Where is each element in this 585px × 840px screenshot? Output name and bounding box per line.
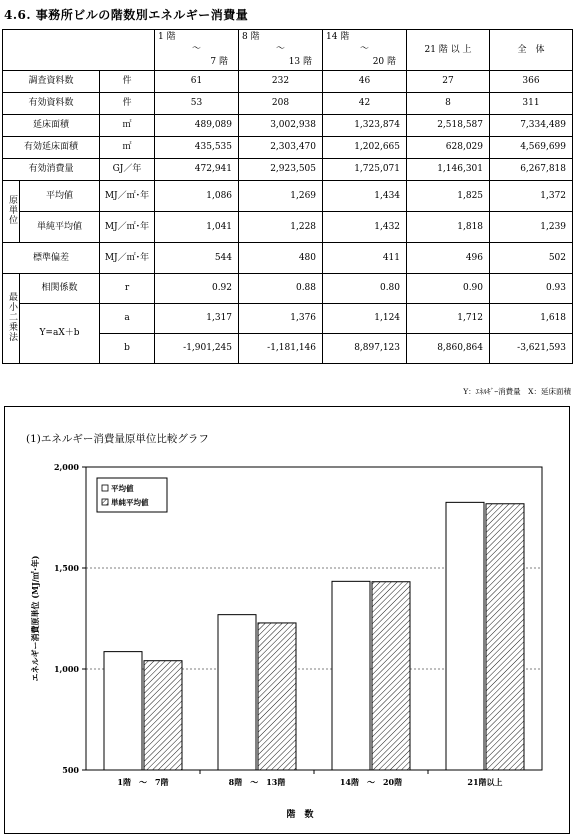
cell-value: 480 [239, 243, 323, 274]
cell-value: 8,860,864 [407, 334, 490, 364]
bar-simple-average [258, 623, 296, 770]
row-unit: GJ／年 [100, 159, 155, 181]
row-unit: ㎡ [100, 137, 155, 159]
legend-swatch [102, 485, 108, 491]
cell-value: 1,434 [323, 181, 407, 212]
x-tick-label: 8階 ～ 13階 [228, 777, 286, 787]
y-tick-label: 1,000 [53, 664, 79, 674]
cell-value: 46 [323, 71, 407, 93]
cell-value: 1,317 [155, 304, 239, 334]
column-header: 14 階 ～ 20 階 [323, 30, 407, 71]
cell-value: 2,303,470 [239, 137, 323, 159]
side-label: 原単位 [3, 181, 20, 243]
cell-value: 1,041 [155, 212, 239, 243]
chart-title: (1)エネルギー消費量原単位比較グラフ [26, 433, 209, 445]
cell-value: 311 [490, 93, 573, 115]
x-tick-label: 1階 ～ 7階 [117, 777, 169, 787]
row-unit: 件 [100, 71, 155, 93]
cell-value: 1,146,301 [407, 159, 490, 181]
row-unit: MJ／㎡･年 [100, 243, 155, 274]
cell-value: 53 [155, 93, 239, 115]
x-tick-label: 21階以上 [467, 777, 503, 787]
row-label: 有効消費量 [3, 159, 100, 181]
row-label: 延床面積 [3, 115, 100, 137]
row-label: 平均値 [20, 181, 100, 212]
cell-value: 0.88 [239, 274, 323, 304]
bar-average [332, 581, 370, 770]
row-label: Y=aX＋b [20, 304, 100, 364]
cell-value: 6,267,818 [490, 159, 573, 181]
x-tick-label: 14階 ～ 20階 [339, 777, 403, 787]
cell-value: 1,618 [490, 304, 573, 334]
cell-value: 0.80 [323, 274, 407, 304]
cell-value: 0.92 [155, 274, 239, 304]
cell-value: 2,923,505 [239, 159, 323, 181]
cell-value: -1,181,146 [239, 334, 323, 364]
cell-value: 8,897,123 [323, 334, 407, 364]
cell-value: 1,725,071 [323, 159, 407, 181]
cell-value: 1,712 [407, 304, 490, 334]
cell-value: 496 [407, 243, 490, 274]
column-header: 8 階 ～ 13 階 [239, 30, 323, 71]
cell-value: 1,432 [323, 212, 407, 243]
cell-value: 1,202,665 [323, 137, 407, 159]
cell-value: 1,372 [490, 181, 573, 212]
legend-label: 単純平均値 [111, 498, 149, 507]
cell-value: 8 [407, 93, 490, 115]
cell-value: 472,941 [155, 159, 239, 181]
cell-value: 489,089 [155, 115, 239, 137]
legend-swatch [102, 499, 108, 505]
y-tick-label: 1,500 [53, 563, 79, 573]
column-header: 全 体 [490, 30, 573, 71]
row-unit: ㎡ [100, 115, 155, 137]
row-unit: MJ／㎡･年 [100, 212, 155, 243]
cell-value: 1,818 [407, 212, 490, 243]
page-title: 4.6. 事務所ビルの階数別エネルギー消費量 [4, 8, 249, 22]
bar-average [104, 652, 142, 770]
cell-value: -1,901,245 [155, 334, 239, 364]
column-header: 21 階 以 上 [407, 30, 490, 71]
row-unit: MJ／㎡･年 [100, 181, 155, 212]
bar-simple-average [144, 661, 182, 770]
cell-value: 435,535 [155, 137, 239, 159]
row-label: 調査資料数 [3, 71, 100, 93]
bar-average [218, 615, 256, 770]
cell-value: -3,621,593 [490, 334, 573, 364]
bar-simple-average [486, 504, 524, 770]
column-header: 1 階 ～ 7 階 [155, 30, 239, 71]
cell-value: 0.93 [490, 274, 573, 304]
row-label: 単純平均値 [20, 212, 100, 243]
cell-value: 42 [323, 93, 407, 115]
cell-value: 366 [490, 71, 573, 93]
y-axis-label: エネルギー消費原単位 (MJ/㎡･年) [30, 555, 40, 682]
cell-value: 208 [239, 93, 323, 115]
cell-value: 4,569,699 [490, 137, 573, 159]
table-note: Y：ｴﾈﾙｷﾞｰ消費量 X：延床面積 [463, 387, 571, 396]
row-unit: 件 [100, 93, 155, 115]
cell-value: 0.90 [407, 274, 490, 304]
bar-simple-average [372, 582, 410, 770]
cell-value: 502 [490, 243, 573, 274]
cell-value: 27 [407, 71, 490, 93]
cell-value: 3,002,938 [239, 115, 323, 137]
bar-average [446, 502, 484, 770]
cell-value: 1,086 [155, 181, 239, 212]
row-unit: a [100, 304, 155, 334]
row-label: 相関係数 [20, 274, 100, 304]
row-label: 標準偏差 [3, 243, 100, 274]
cell-value: 1,239 [490, 212, 573, 243]
cell-value: 628,029 [407, 137, 490, 159]
cell-value: 544 [155, 243, 239, 274]
cell-value: 1,323,874 [323, 115, 407, 137]
y-tick-label: 2,000 [53, 462, 79, 472]
cell-value: 1,228 [239, 212, 323, 243]
cell-value: 7,334,489 [490, 115, 573, 137]
cell-value: 232 [239, 71, 323, 93]
cell-value: 2,518,587 [407, 115, 490, 137]
cell-value: 61 [155, 71, 239, 93]
legend-label: 平均値 [111, 484, 134, 493]
cell-value: 1,124 [323, 304, 407, 334]
cell-value: 1,269 [239, 181, 323, 212]
row-unit: r [100, 274, 155, 304]
cell-value: 1,376 [239, 304, 323, 334]
row-label: 有効延床面積 [3, 137, 100, 159]
side-label: 最小二乗法 [3, 274, 20, 364]
cell-value: 1,825 [407, 181, 490, 212]
y-tick-label: 500 [62, 765, 79, 775]
row-label: 有効資料数 [3, 93, 100, 115]
cell-value: 411 [323, 243, 407, 274]
x-axis-label: 階 数 [286, 810, 314, 820]
row-unit: b [100, 334, 155, 364]
